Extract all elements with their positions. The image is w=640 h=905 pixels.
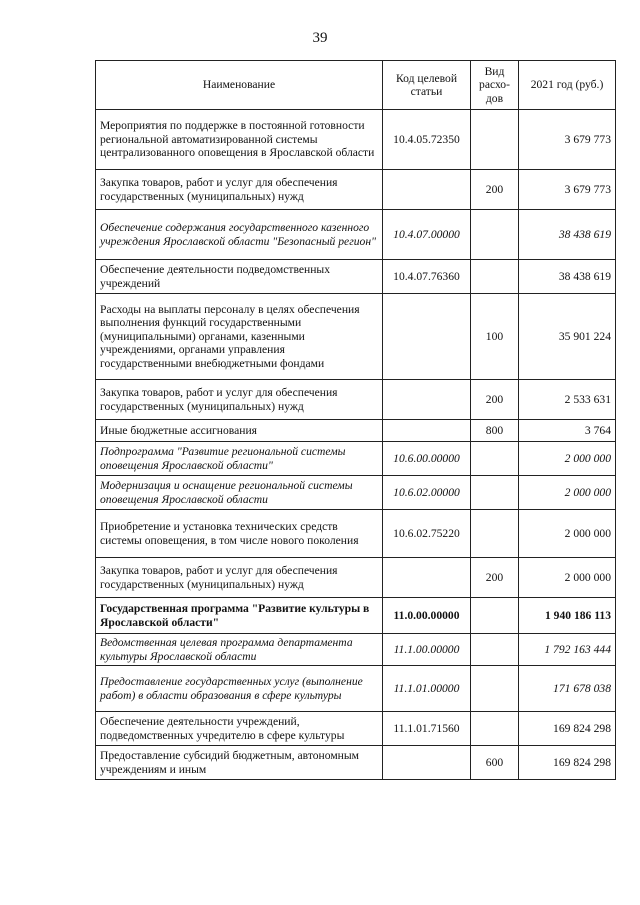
row-name-cell: Приобретение и установка технических средств системы оповещения, в том числе нового поколения (96, 510, 383, 558)
row-amount-cell: 3 679 773 (519, 170, 616, 210)
row-code-cell: 10.6.02.75220 (383, 510, 471, 558)
row-code-cell (383, 294, 471, 380)
row-name-cell: Предоставление субсидий бюджетным, автономным учреждениям и иным (96, 746, 383, 780)
table-row (96, 476, 616, 510)
row-code-cell: 11.1.01.71560 (383, 712, 471, 746)
row-name-cell: Обеспечение деятельности подведомственных учреждений (96, 260, 383, 294)
table-row (96, 260, 616, 294)
table-row (96, 746, 616, 780)
row-amount-cell: 2 533 631 (519, 380, 616, 420)
row-name-cell: Обеспечение содержания государственного казенного учреждения Ярославской области "Безопасный регион" (96, 210, 383, 260)
row-type-cell: 200 (471, 558, 519, 598)
table-row (96, 170, 616, 210)
row-code-cell (383, 170, 471, 210)
row-amount-cell: 2 000 000 (519, 558, 616, 598)
row-name-cell: Закупка товаров, работ и услуг для обеспечения государственных (муниципальных) нужд (96, 558, 383, 598)
row-amount-cell: 38 438 619 (519, 260, 616, 294)
row-type-cell (471, 510, 519, 558)
row-name-cell: Модернизация и оснащение региональной системы оповещения Ярославской области (96, 476, 383, 510)
row-type-cell (471, 260, 519, 294)
row-code-cell: 10.4.07.00000 (383, 210, 471, 260)
row-name-cell: Государственная программа "Развитие культуры в Ярославской области" (96, 598, 383, 634)
row-amount-cell: 2 000 000 (519, 510, 616, 558)
row-code-cell: 11.0.00.00000 (383, 598, 471, 634)
table-row (96, 666, 616, 712)
row-code-cell: 10.4.05.72350 (383, 110, 471, 170)
row-type-cell (471, 110, 519, 170)
row-amount-cell: 35 901 224 (519, 294, 616, 380)
table-row (96, 510, 616, 558)
budget-table (95, 60, 616, 780)
row-name-cell: Закупка товаров, работ и услуг для обеспечения государственных (муниципальных) нужд (96, 170, 383, 210)
row-name-cell: Иные бюджетные ассигнования (96, 420, 383, 442)
table-row (96, 442, 616, 476)
header-amount: 2021 год (руб.) (519, 61, 616, 110)
row-code-cell: 11.1.00.00000 (383, 634, 471, 666)
row-name-cell: Закупка товаров, работ и услуг для обеспечения государственных (муниципальных) нужд (96, 380, 383, 420)
row-amount-cell: 1 940 186 113 (519, 598, 616, 634)
header-type: Вид расхо-дов (471, 61, 519, 110)
row-type-cell (471, 712, 519, 746)
row-type-cell (471, 666, 519, 712)
row-amount-cell: 2 000 000 (519, 476, 616, 510)
row-name-cell: Расходы на выплаты персоналу в целях обеспечения выполнения функций государственными (муниципальными) органами, казенными учреждениями, органами управления государственными внебюджетными фондами (96, 294, 383, 380)
row-type-cell: 100 (471, 294, 519, 380)
row-amount-cell: 169 824 298 (519, 712, 616, 746)
table-row (96, 380, 616, 420)
row-type-cell: 200 (471, 170, 519, 210)
header-code: Код целевой статьи (383, 61, 471, 110)
row-code-cell: 10.6.00.00000 (383, 442, 471, 476)
table-row (96, 420, 616, 442)
row-type-cell (471, 476, 519, 510)
row-amount-cell: 2 000 000 (519, 442, 616, 476)
table-row (96, 712, 616, 746)
row-name-cell: Подпрограмма "Развитие региональной системы оповещения Ярославской области" (96, 442, 383, 476)
header-name: Наименование (96, 61, 383, 110)
row-type-cell: 200 (471, 380, 519, 420)
row-type-cell: 600 (471, 746, 519, 780)
table-header-row (96, 61, 616, 110)
row-name-cell: Ведомственная целевая программа департамента культуры Ярославской области (96, 634, 383, 666)
table-row (96, 558, 616, 598)
row-code-cell: 10.6.02.00000 (383, 476, 471, 510)
row-amount-cell: 171 678 038 (519, 666, 616, 712)
table-body (96, 110, 616, 780)
table-row (96, 598, 616, 634)
table-row (96, 294, 616, 380)
row-type-cell (471, 598, 519, 634)
row-name-cell: Мероприятия по поддержке в постоянной готовности региональной автоматизированной системы централизованного оповещения в Ярославской области (96, 110, 383, 170)
row-name-cell: Предоставление государственных услуг (выполнение работ) в области образования в сфере культуры (96, 666, 383, 712)
table-row (96, 634, 616, 666)
row-type-cell (471, 210, 519, 260)
row-type-cell (471, 634, 519, 666)
table-row (96, 210, 616, 260)
row-name-cell: Обеспечение деятельности учреждений, подведомственных учредителю в сфере культуры (96, 712, 383, 746)
row-code-cell (383, 558, 471, 598)
row-type-cell: 800 (471, 420, 519, 442)
row-code-cell: 10.4.07.76360 (383, 260, 471, 294)
row-type-cell (471, 442, 519, 476)
page-number: 39 (312, 30, 328, 46)
table-row (96, 110, 616, 170)
row-amount-cell: 3 679 773 (519, 110, 616, 170)
row-amount-cell: 1 792 163 444 (519, 634, 616, 666)
row-amount-cell: 38 438 619 (519, 210, 616, 260)
row-code-cell (383, 746, 471, 780)
row-amount-cell: 3 764 (519, 420, 616, 442)
row-code-cell (383, 380, 471, 420)
row-code-cell: 11.1.01.00000 (383, 666, 471, 712)
row-amount-cell: 169 824 298 (519, 746, 616, 780)
row-code-cell (383, 420, 471, 442)
